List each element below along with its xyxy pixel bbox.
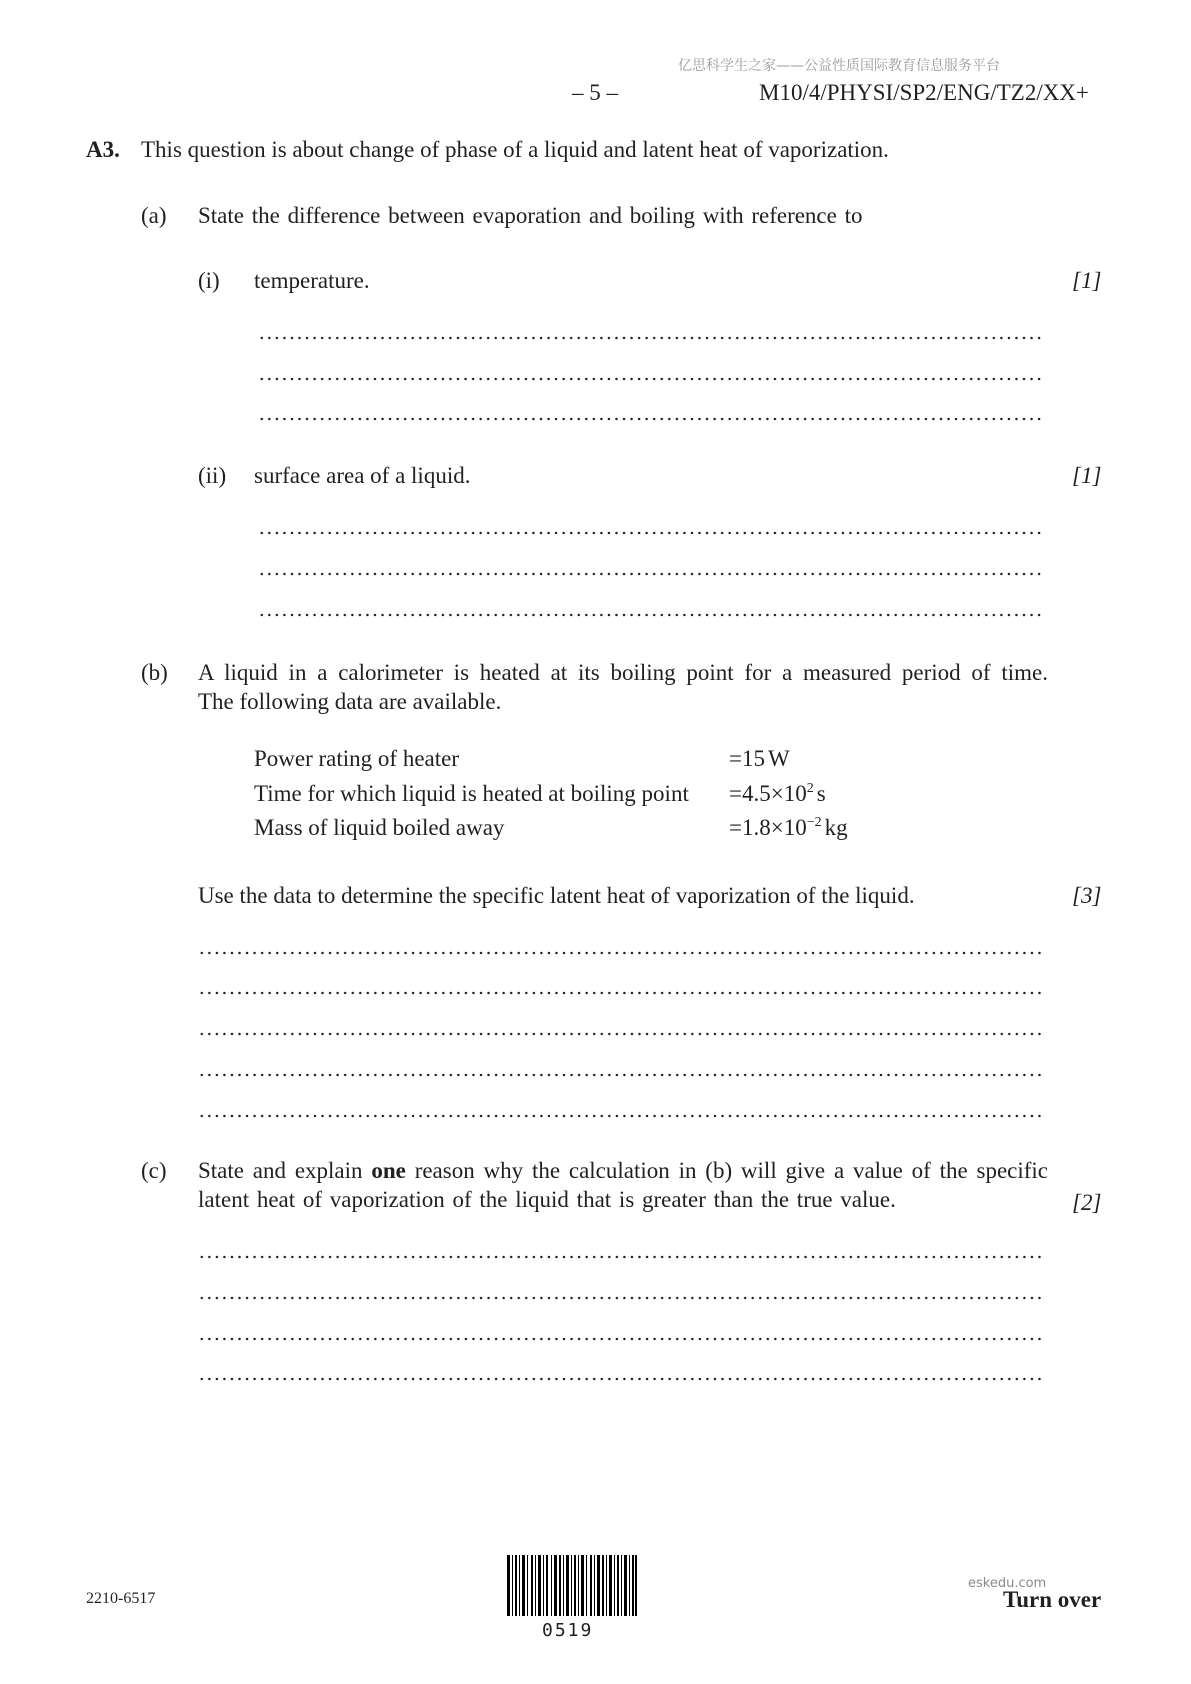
answer-line[interactable] xyxy=(258,571,1044,577)
data-eq: = xyxy=(729,781,742,806)
question-intro: This question is about change of phase of a liquid and latent heat of vaporization. xyxy=(141,137,889,162)
part-a-stem: State the difference between evaporation and boiling with reference to xyxy=(198,203,863,228)
part-c-emphasis: one xyxy=(371,1158,406,1183)
answer-line[interactable] xyxy=(258,335,1044,341)
data-value: 15 xyxy=(741,746,765,771)
part-c-marks: [2] xyxy=(1072,1190,1102,1215)
part-a-ii-label: (ii) xyxy=(198,463,227,488)
data-eq: = xyxy=(729,746,742,771)
part-a-i-marks: [1] xyxy=(1072,268,1102,293)
answer-line[interactable] xyxy=(198,1376,1044,1382)
part-b-line1: A liquid in a calorimeter is heated at its boiling point for a measured period of time. xyxy=(198,660,1048,685)
answer-line[interactable] xyxy=(198,1072,1044,1078)
answer-line[interactable] xyxy=(198,990,1044,996)
part-a-ii-text: surface area of a liquid. xyxy=(254,463,471,488)
part-a-label: (a) xyxy=(141,203,167,228)
data-label-time: Time for which liquid is heated at boiling point xyxy=(254,781,689,806)
answer-line[interactable] xyxy=(198,1031,1044,1037)
answer-line[interactable] xyxy=(198,1113,1044,1119)
part-b-label: (b) xyxy=(141,660,168,685)
answer-line[interactable] xyxy=(198,1336,1044,1342)
page-number: – 5 – xyxy=(572,80,618,105)
part-c-line2: latent heat of vaporization of the liquid that is greater than the true value. xyxy=(198,1187,896,1212)
data-value: 4.5×10 xyxy=(741,781,807,806)
part-c-line1-pre: State and explain xyxy=(198,1158,363,1183)
part-b-line2: The following data are available. xyxy=(198,689,502,714)
answer-line[interactable] xyxy=(258,376,1044,382)
part-a-i-label: (i) xyxy=(198,268,220,293)
barcode-number: 0519 xyxy=(542,1620,594,1641)
header-watermark: 亿思科学生之家——公益性质国际教育信息服务平台 xyxy=(678,58,1000,74)
paper-code: M10/4/PHYSI/SP2/ENG/TZ2/XX+ xyxy=(759,80,1089,105)
part-c-line1-post: reason why the calculation in (b) will give a value of the specific xyxy=(414,1158,1049,1183)
barcode xyxy=(507,1555,637,1616)
data-value-mass xyxy=(729,815,848,841)
answer-line[interactable] xyxy=(258,530,1044,536)
part-c-label: (c) xyxy=(141,1158,167,1183)
data-value: 1.8×10 xyxy=(741,815,807,840)
data-eq: = xyxy=(729,815,742,840)
part-a-i-text: temperature. xyxy=(254,268,370,293)
footer-code: 2210-6517 xyxy=(86,1590,156,1607)
part-c-line1 xyxy=(198,1158,1048,1184)
part-a-ii-marks: [1] xyxy=(1072,463,1102,488)
site-watermark: eskedu.com xyxy=(968,1576,1047,1591)
data-exponent: −2 xyxy=(806,815,822,830)
data-unit: kg xyxy=(824,815,848,840)
data-unit: W xyxy=(767,746,790,771)
data-label-mass: Mass of liquid boiled away xyxy=(254,815,505,840)
answer-line[interactable] xyxy=(198,950,1044,956)
data-label-power: Power rating of heater xyxy=(254,746,460,771)
data-value-time xyxy=(729,781,826,807)
answer-line[interactable] xyxy=(258,612,1044,618)
answer-line[interactable] xyxy=(258,416,1044,422)
turn-over: Turn over xyxy=(1003,1587,1102,1612)
answer-line[interactable] xyxy=(198,1295,1044,1301)
part-b-task: Use the data to determine the specific latent heat of vaporization of the liquid. xyxy=(198,883,915,908)
question-number: A3. xyxy=(86,137,120,162)
answer-line[interactable] xyxy=(198,1254,1044,1260)
part-b-marks: [3] xyxy=(1072,883,1102,908)
data-unit: s xyxy=(816,781,826,806)
data-value-power xyxy=(729,746,790,772)
data-exponent: 2 xyxy=(806,781,814,796)
